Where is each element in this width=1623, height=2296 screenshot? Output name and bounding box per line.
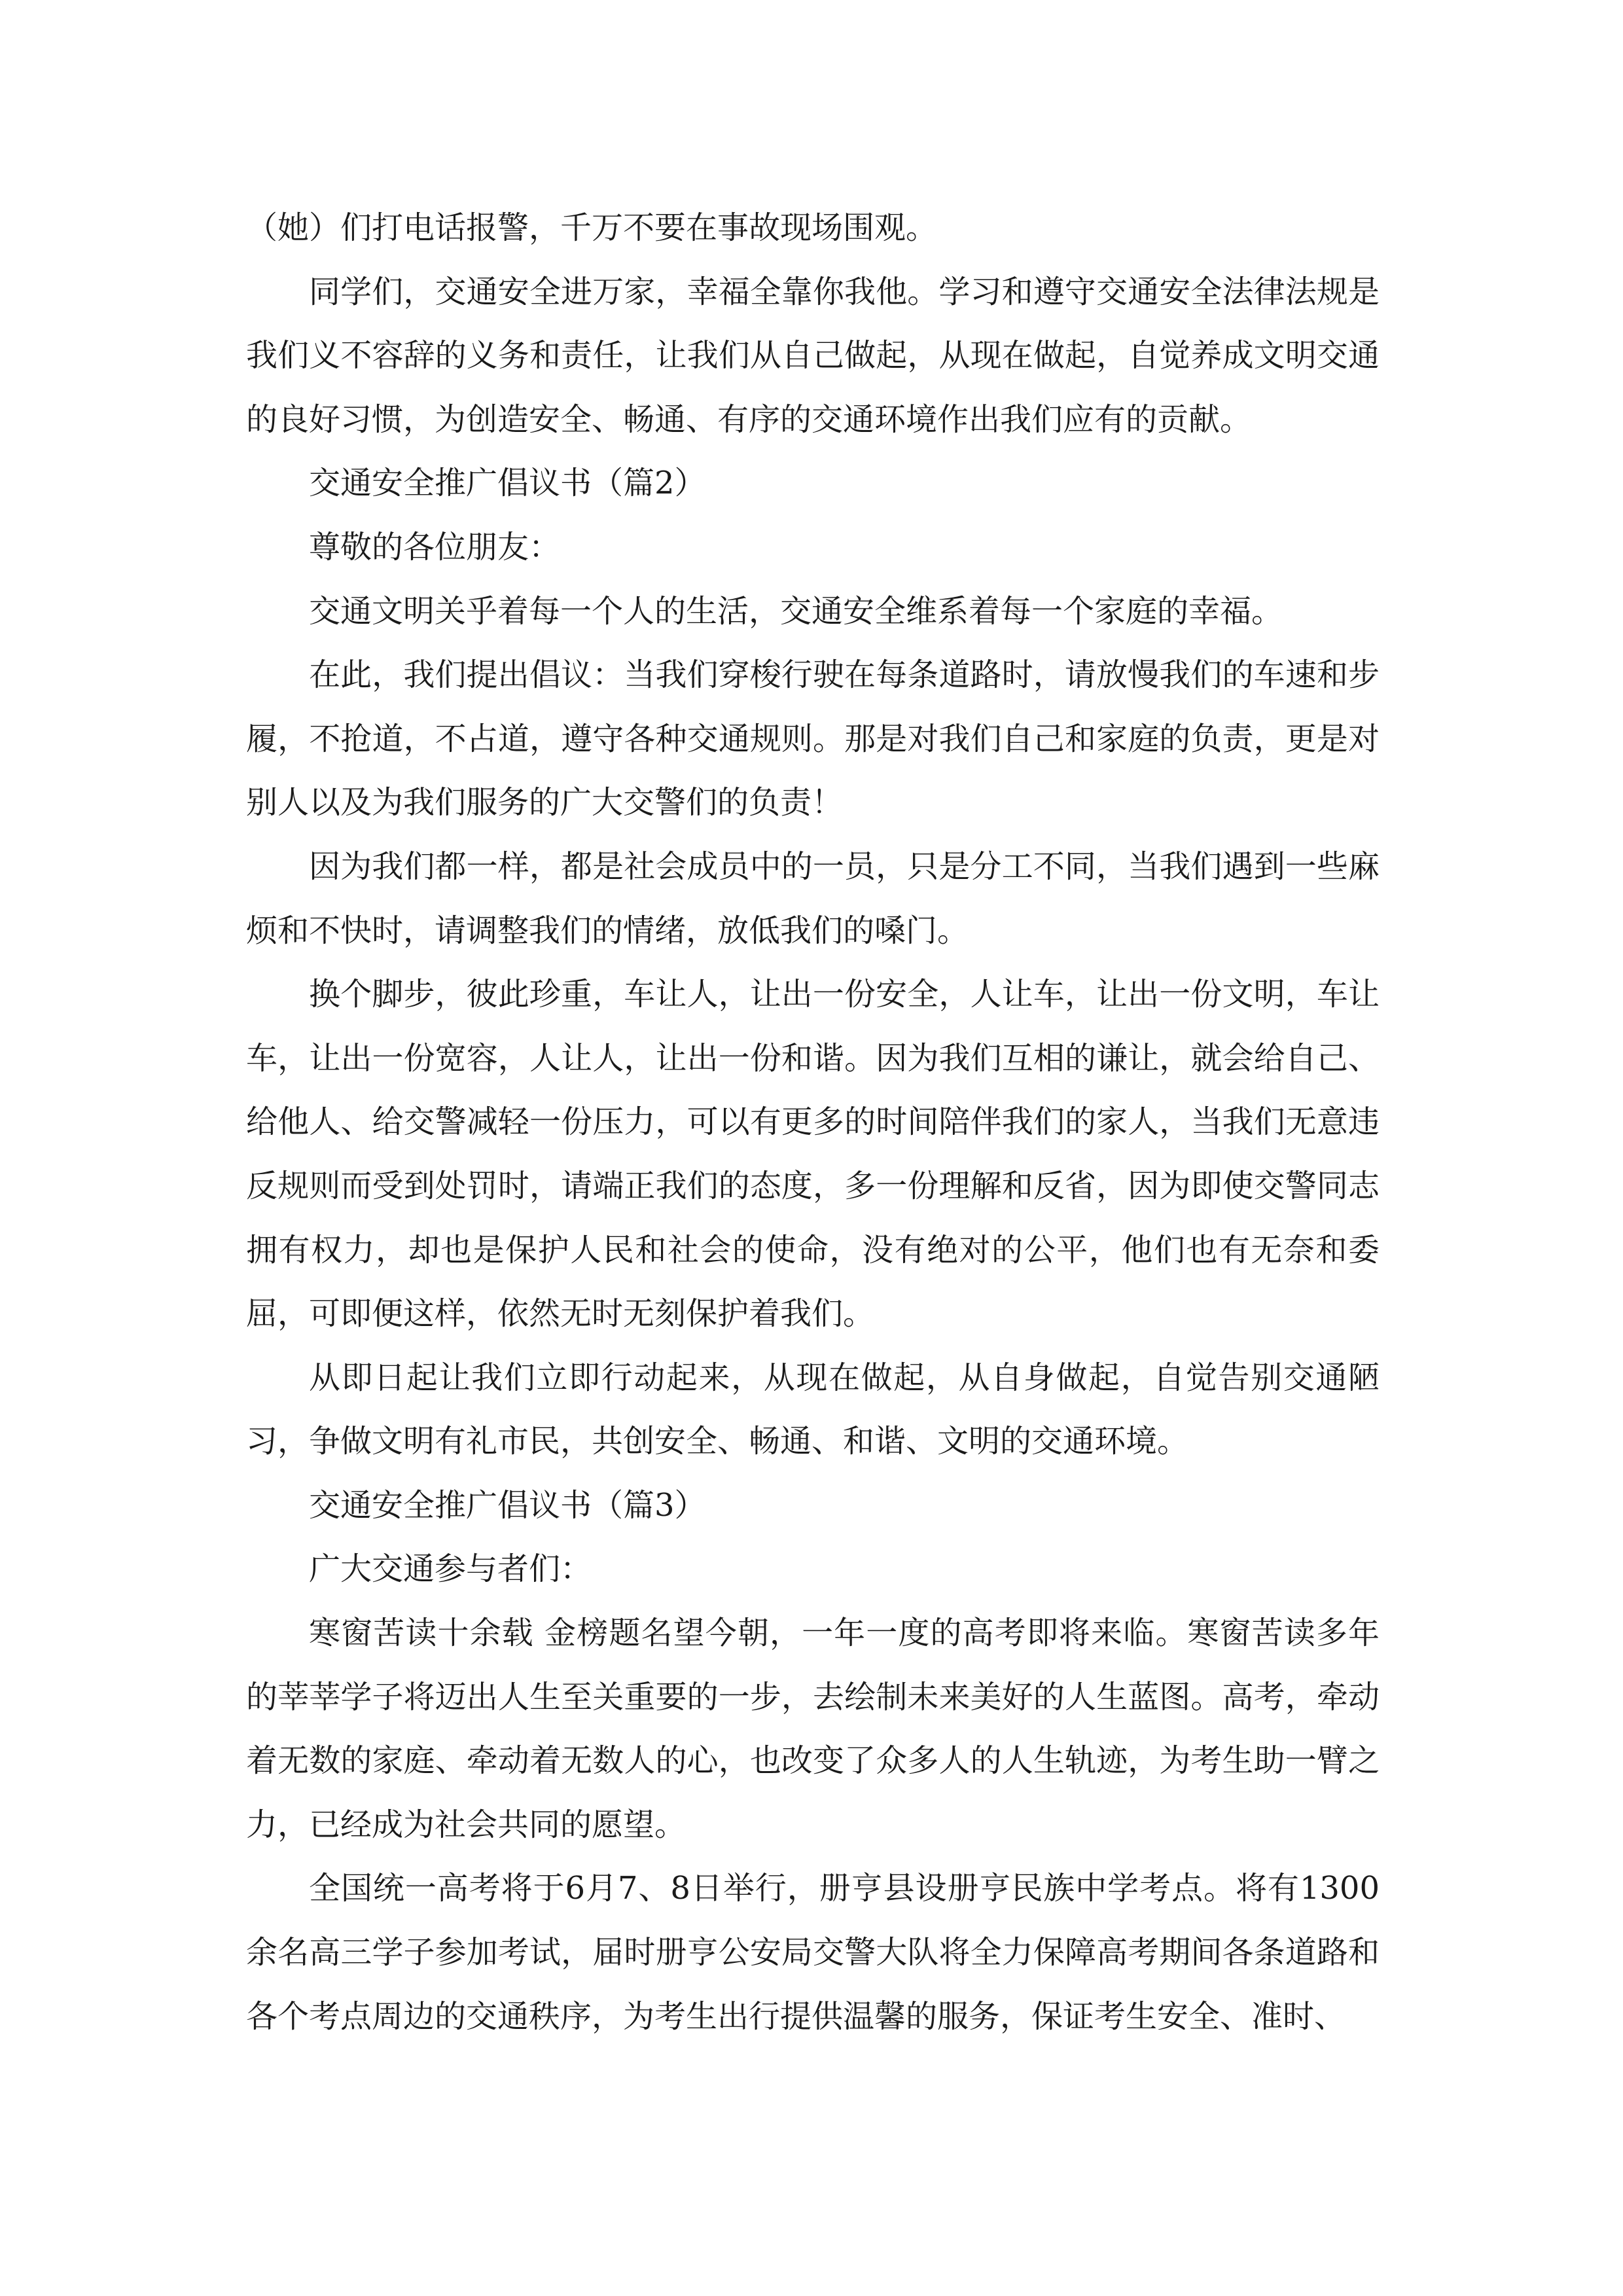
paragraph-body: 全国统一高考将于6月7、8日举行，册亨县设册亨民族中学考点。将有1300余名高三学子参加考试，届时册亨公安局交警大队将全力保障高考期间各条道路和各个考点周边的交通秩序，为考生出行提供温馨的服务，保证考生安全、准时、 <box>246 1870 1380 2035</box>
paragraph-body: 换个脚步，彼此珍重，车让人，让出一份安全，人让车，让出一份文明，车让车，让出一份宽容，人让人，让出一份和谐。因为我们互相的谦让，就会给自己、给他人、给交警减轻一份压力，可以有更多的时间陪伴我们的家人，当我们无意违反规则而受到处罚时，请端正我们的态度，多一份理解和反省，因为即使交警同志拥有权力，却也是保护人民和社会的使命，没有绝对的公平，他们也有无奈和委屈，可即便这样，依然无时无刻保护着我们。 <box>246 976 1380 1333</box>
paragraph-body: 寒窗苦读十余载 金榜题名望今朝，一年一度的高考即将来临。寒窗苦读多年的莘莘学子将迈出人生至关重要的一步，去绘制未来美好的人生蓝图。高考，牵动着无数的家庭、牵动着无数人的心，也改变了众多人的人生轨迹，为考生助一臂之力，已经成为社会共同的愿望。 <box>246 1615 1380 1843</box>
section-heading-2: 交通安全推广倡议书（篇2） <box>309 465 706 502</box>
salutation: 广大交通参与者们： <box>309 1551 592 1588</box>
paragraph-continued: （她）们打电话报警，千万不要在事故现场围观。 <box>246 209 938 246</box>
salutation: 尊敬的各位朋友： <box>309 528 561 565</box>
section-heading-3: 交通安全推广倡议书（篇3） <box>309 1486 706 1524</box>
paragraph-body: 因为我们都一样，都是社会成员中的一员，只是分工不同，当我们遇到一些麻烦和不快时，请调整我们的情绪，放低我们的嗓门。 <box>246 848 1380 949</box>
paragraph-body: 在此，我们提出倡议：当我们穿梭行驶在每条道路时，请放慢我们的车速和步履，不抢道，不占道，遵守各种交通规则。那是对我们自己和家庭的负责，更是对别人以及为我们服务的广大交警们的负责！ <box>246 656 1380 821</box>
document-body <box>246 196 1380 2049</box>
paragraph-body: 同学们，交通安全进万家，幸福全靠你我他。学习和遵守交通安全法律法规是我们义不容辞的义务和责任，让我们从自己做起，从现在做起，自觉养成文明交通的良好习惯，为创造安全、畅通、有序的交通环境作出我们应有的贡献。 <box>246 273 1380 438</box>
paragraph-body: 从即日起让我们立即行动起来，从现在做起，从自身做起，自觉告别交通陋习，争做文明有礼市民，共创安全、畅通、和谐、文明的交通环境。 <box>246 1359 1380 1460</box>
paragraph-body: 交通文明关乎着每一个人的生活，交通安全维系着每一个家庭的幸福。 <box>309 592 1283 630</box>
